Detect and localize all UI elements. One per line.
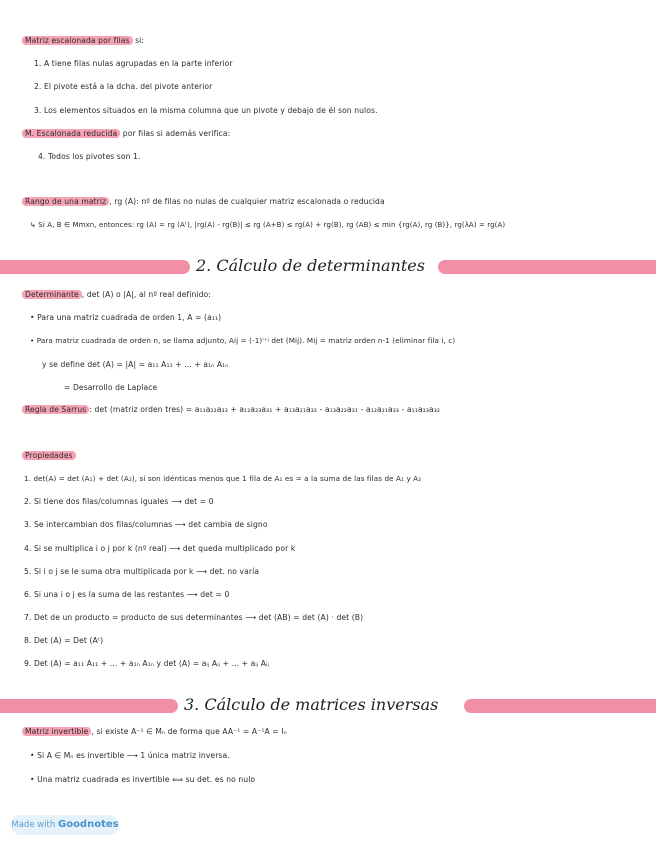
term-escalonada: Matriz escalonada por filas — [22, 36, 133, 45]
laplace-note: = Desarrollo de Laplace — [64, 383, 158, 392]
section-banner-2 — [0, 256, 656, 278]
list-item: 9. Det (A) = a₁₁ A₁₁ + ... + a₁ₙ A₁ₙ y det (A) = aᵢⱼ Aᵢⱼ + ... + aᵢⱼ Aᵢⱼ — [24, 659, 269, 668]
propiedades-title — [22, 451, 76, 460]
term-reducida: M. Escalonada reducida — [22, 129, 120, 138]
def-determinante-rest: , det (A) o |A|, al nº real definido: — [81, 290, 211, 299]
list-item: 1. A tiene filas nulas agrupadas en la parte inferior — [34, 59, 233, 68]
term-propiedades: Propiedades — [22, 451, 76, 460]
def-reducida-rest: por filas si además verifica: — [120, 129, 231, 138]
term-sarrus: Regla de Sarrus — [22, 405, 89, 414]
section-banner-3 — [0, 695, 656, 717]
list-item: 7. Det de un producto = producto de sus determinantes ⟶ det (AB) = det (A) · det (B) — [24, 613, 364, 622]
term-determinante: Determinante — [22, 290, 82, 299]
def-reducida — [22, 129, 230, 138]
list-item: y se define det (A) = |A| = a₁₁ A₁₁ + ... + a₁ₙ A₁ₙ — [42, 360, 229, 369]
term-invertible: Matriz invertible — [22, 727, 91, 736]
list-item: • Una matriz cuadrada es invertible ⟺ su det. es no nulo — [30, 775, 256, 784]
def-sarrus-rest: : det (matriz orden tres) = a₁₁a₂₂a₃₃ + a₁₂a₂₃a₃₁ + a₁₃a₂₁a₃₂ - a₁₃a₂₂a₃₁ - a₁₂a₂₁a₃₃ - a₁₁a₂₃a₃₂ — [89, 405, 441, 414]
def-invertible-rest: , si existe A⁻¹ ∈ Mₙ de forma que AA⁻¹ = A⁻¹A = Iₙ — [91, 727, 287, 736]
def-rango — [22, 197, 385, 206]
list-item: 2. Si tiene dos filas/columnas iguales ⟶ det = 0 — [24, 497, 214, 506]
banner-bar-right — [438, 260, 656, 274]
made-with-label: Made with — [11, 820, 56, 830]
section-title-3: 3. Cálculo de matrices inversas — [184, 695, 439, 714]
list-item: • Para matriz cuadrada de orden n, se llama adjunto, Aij = (-1)ⁱ⁺ʲ det (Mij). Mij = matriz orden n-1 (eliminar fila i, c) — [30, 336, 456, 345]
list-item: 5. Si i o j se le suma otra multiplicada por k ⟶ det. no varía — [24, 567, 260, 576]
banner-bar-left — [0, 260, 190, 274]
def-determinante — [22, 290, 211, 299]
goodnotes-badge[interactable] — [11, 815, 119, 835]
def-invertible — [22, 727, 287, 736]
def-rango-rest: , rg (A): nº de filas no nulas de cualquier matriz escalonada o reducida — [109, 197, 385, 206]
list-item: • Si A ∈ Mₙ es invertible ⟶ 1 única matriz inversa. — [30, 751, 230, 760]
list-item: 4. Si se multiplica i o j por k (nº real) ⟶ det queda multiplicado por k — [24, 544, 296, 553]
def-escalonada — [22, 36, 144, 45]
section-title-2: 2. Cálculo de determinantes — [196, 256, 425, 275]
def-sarrus — [22, 405, 440, 414]
list-item: 8. Det (A) = Det (Aᵗ) — [24, 636, 104, 645]
list-item: 3. Los elementos situados en la misma columna que un pivote y debajo de él son nulos. — [34, 106, 378, 115]
rango-propiedades: ↳ Si A, B ∈ Mmxn, entonces: rg (A) = rg (Aᵗ), |rg(A) - rg(B)| ≤ rg (A+B) ≤ rg(A) + rg(B), rg (AB) ≤ min {rg(A), rg (B)}, rg(λA) = rg(A) — [30, 221, 506, 229]
term-rango: Rango de una matriz — [22, 197, 109, 206]
list-item: 1. det(A) = det (A₁) + det (A₂), si son idénticas menos que 1 fila de A₁ es = a la suma de las filas de A₁ y A₂ — [24, 474, 422, 483]
banner-bar-right — [464, 699, 656, 713]
banner-bar-left — [0, 699, 178, 713]
goodnotes-brand: Goodnotes — [57, 819, 119, 830]
list-item: 2. El pivote está a la dcha. del pivote anterior — [34, 82, 213, 91]
list-item: 4. Todos los pivotes son 1. — [38, 152, 141, 161]
def-escalonada-rest: si: — [132, 36, 145, 45]
list-item: 6. Si una i o j es la suma de las restantes ⟶ det = 0 — [24, 590, 230, 599]
list-item: • Para una matriz cuadrada de orden 1, A = (a₁₁) — [30, 313, 222, 322]
list-item: 3. Se intercambian dos filas/columnas ⟶ det cambia de signo — [24, 520, 268, 529]
